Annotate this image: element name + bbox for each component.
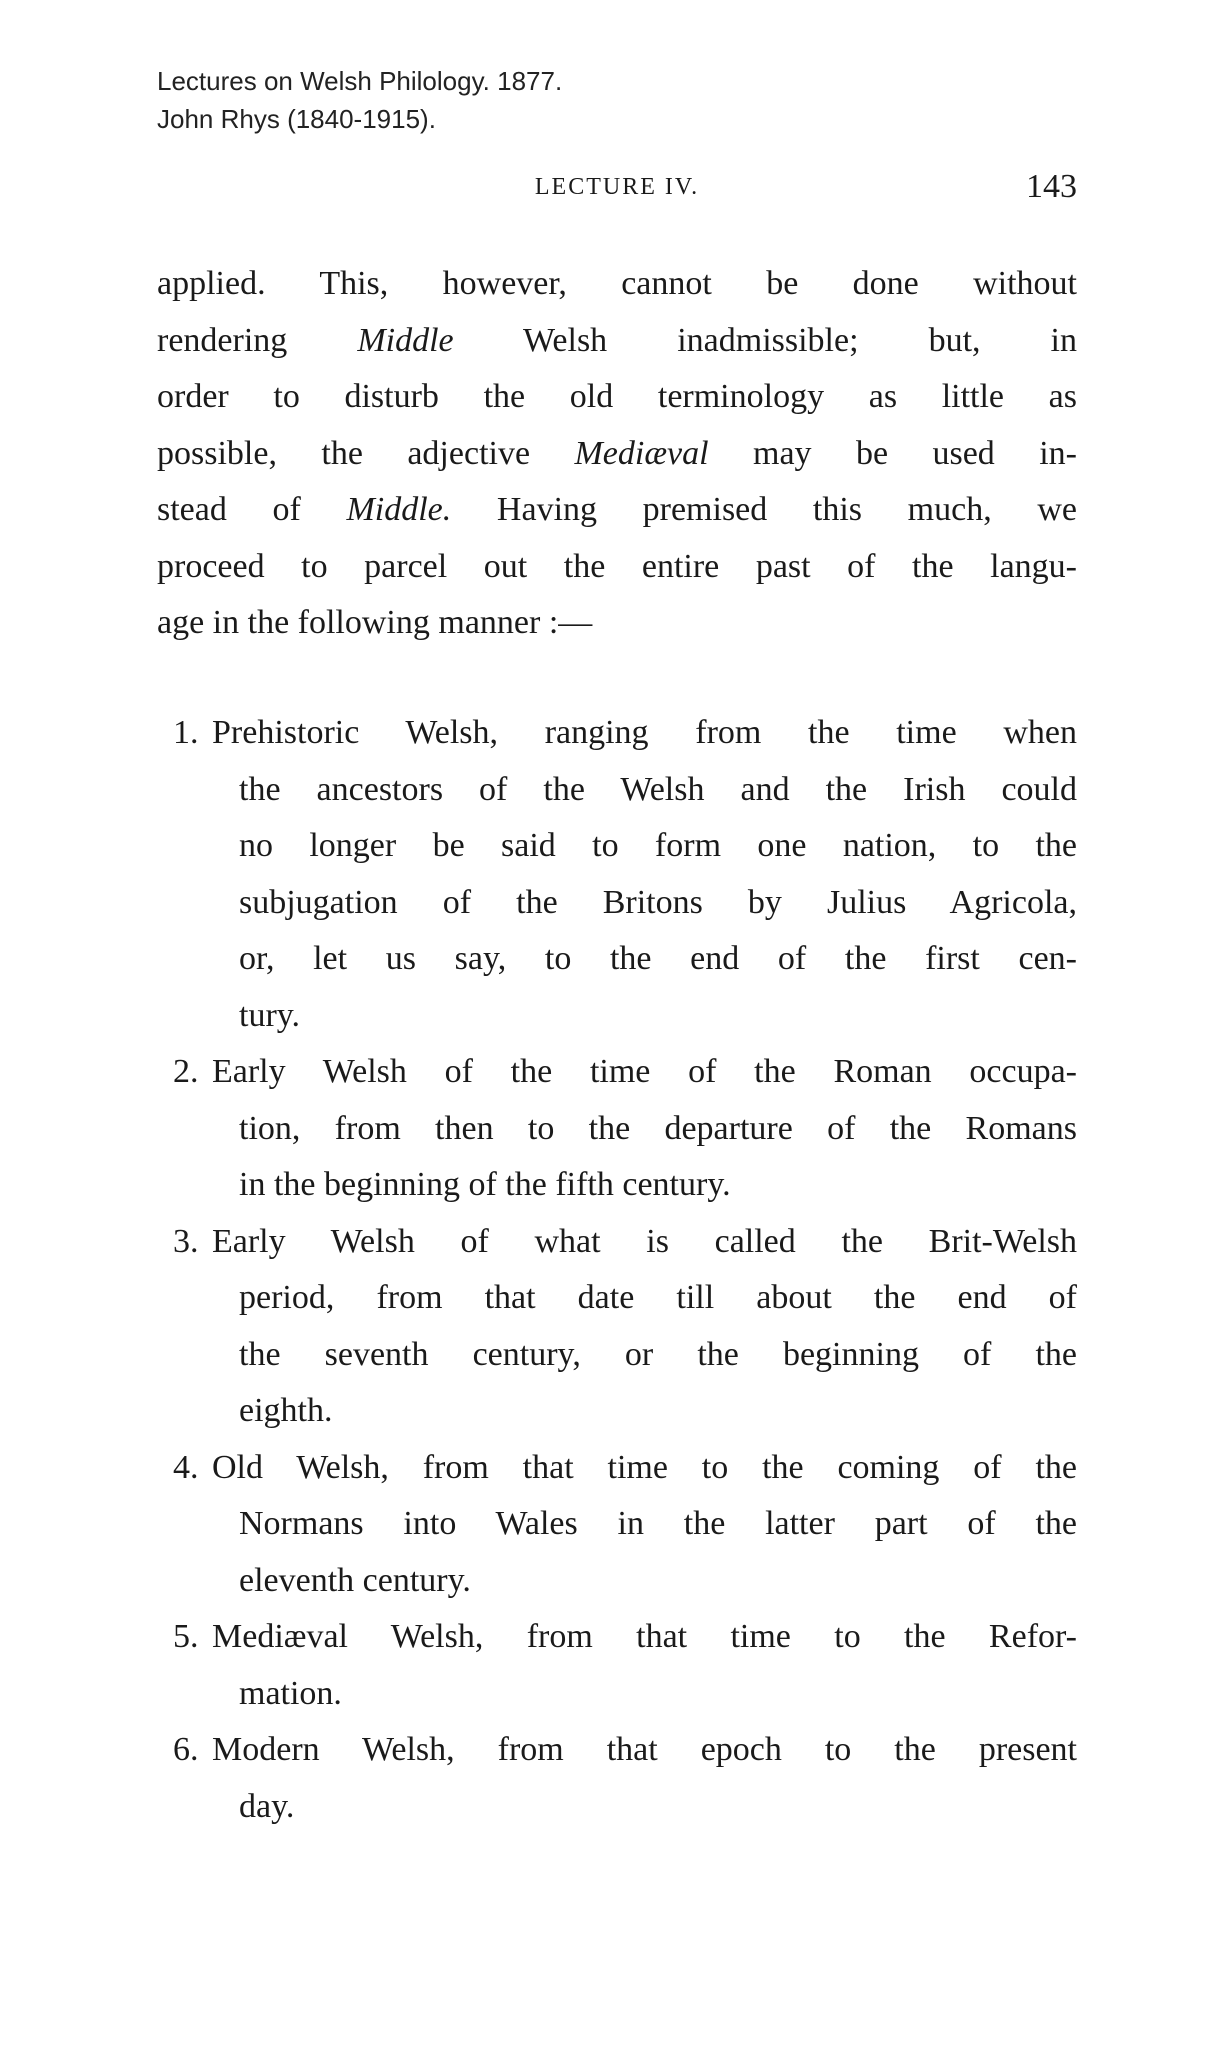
list-item <box>157 1214 1077 1440</box>
list-item-text <box>212 1044 1077 1214</box>
text-line: Prehistoric Welsh, ranging from the time when <box>212 714 1077 751</box>
text-segment: age in the following manner :— <box>157 604 593 641</box>
text-line: subjugation of the Britons by Julius Agricola, <box>239 883 1077 921</box>
list-number: 1. <box>173 714 199 751</box>
text-line: Old Welsh, from that time to the coming of the <box>212 1448 1077 1486</box>
running-head <box>157 168 1077 208</box>
text-line <box>157 482 1077 539</box>
text-line: no longer be said to form one nation, to the <box>239 827 1077 864</box>
text-line: tury. <box>239 996 301 1034</box>
text-line: period, from that date till about the end of <box>239 1279 1077 1316</box>
text-line: Early Welsh of what is called the Brit-Welsh <box>212 1222 1077 1260</box>
list-item <box>157 1722 1077 1835</box>
running-head-title: LECTURE IV. <box>534 174 700 200</box>
list-item-text <box>212 1214 1077 1440</box>
italic-term: Middle <box>357 321 454 359</box>
text-line: eleventh century. <box>239 1561 471 1599</box>
text-segment: Welsh inadmissible; but, in <box>453 321 1077 359</box>
text-segment: stead of <box>157 491 347 528</box>
text-line <box>157 256 1077 313</box>
text-line: Mediæval Welsh, from that time to the Refor- <box>212 1618 1077 1655</box>
text-segment: may be used in- <box>708 434 1078 472</box>
list-number: 2. <box>173 1053 199 1090</box>
period-list <box>157 705 1077 1835</box>
text-line: tion, from then to the departure of the Romans <box>239 1109 1077 1147</box>
text-line <box>157 539 1077 596</box>
list-number: 3. <box>173 1222 199 1260</box>
text-line: the seventh century, or the beginning of the <box>239 1335 1077 1373</box>
text-segment: Having premised this much, we <box>451 491 1077 528</box>
text-line: the ancestors of the Welsh and the Irish could <box>239 770 1077 808</box>
list-item <box>157 705 1077 1044</box>
page-number: 143 <box>1026 168 1077 205</box>
text-line <box>157 369 1077 426</box>
italic-term: Mediæval <box>574 434 709 472</box>
text-segment: rendering <box>157 321 358 359</box>
text-line: Early Welsh of the time of the Roman occupa- <box>212 1053 1077 1090</box>
list-item-text <box>212 1722 1077 1835</box>
italic-term: Middle. <box>346 491 452 528</box>
list-item-text <box>212 1609 1077 1722</box>
list-item <box>157 1044 1077 1214</box>
text-segment: proceed to parcel out the entire past of the langu- <box>157 547 1077 585</box>
text-line <box>157 426 1077 483</box>
body-paragraph <box>157 256 1077 652</box>
text-line: mation. <box>239 1674 342 1712</box>
source-title: Lectures on Welsh Philology. 1877. <box>157 66 563 96</box>
text-segment: applied. This, however, cannot be done without <box>157 265 1077 302</box>
text-line: Modern Welsh, from that epoch to the present <box>212 1731 1077 1768</box>
text-line: day. <box>239 1787 295 1825</box>
text-line: or, let us say, to the end of the first cen- <box>239 940 1077 977</box>
list-number: 6. <box>173 1731 199 1768</box>
list-item-text <box>212 705 1077 1044</box>
text-line: eighth. <box>239 1392 333 1429</box>
list-item <box>157 1440 1077 1610</box>
text-line: Normans into Wales in the latter part of the <box>239 1505 1077 1542</box>
source-author: John Rhys (1840-1915). <box>157 104 436 134</box>
list-item <box>157 1609 1077 1722</box>
text-segment: possible, the adjective <box>157 434 575 472</box>
list-number: 5. <box>173 1618 199 1655</box>
text-segment: order to disturb the old terminology as little as <box>157 378 1077 415</box>
list-number: 4. <box>173 1448 199 1486</box>
list-item-text <box>212 1440 1077 1610</box>
text-line <box>157 595 1077 652</box>
text-line: in the beginning of the fifth century. <box>239 1166 731 1203</box>
text-line <box>157 313 1077 370</box>
